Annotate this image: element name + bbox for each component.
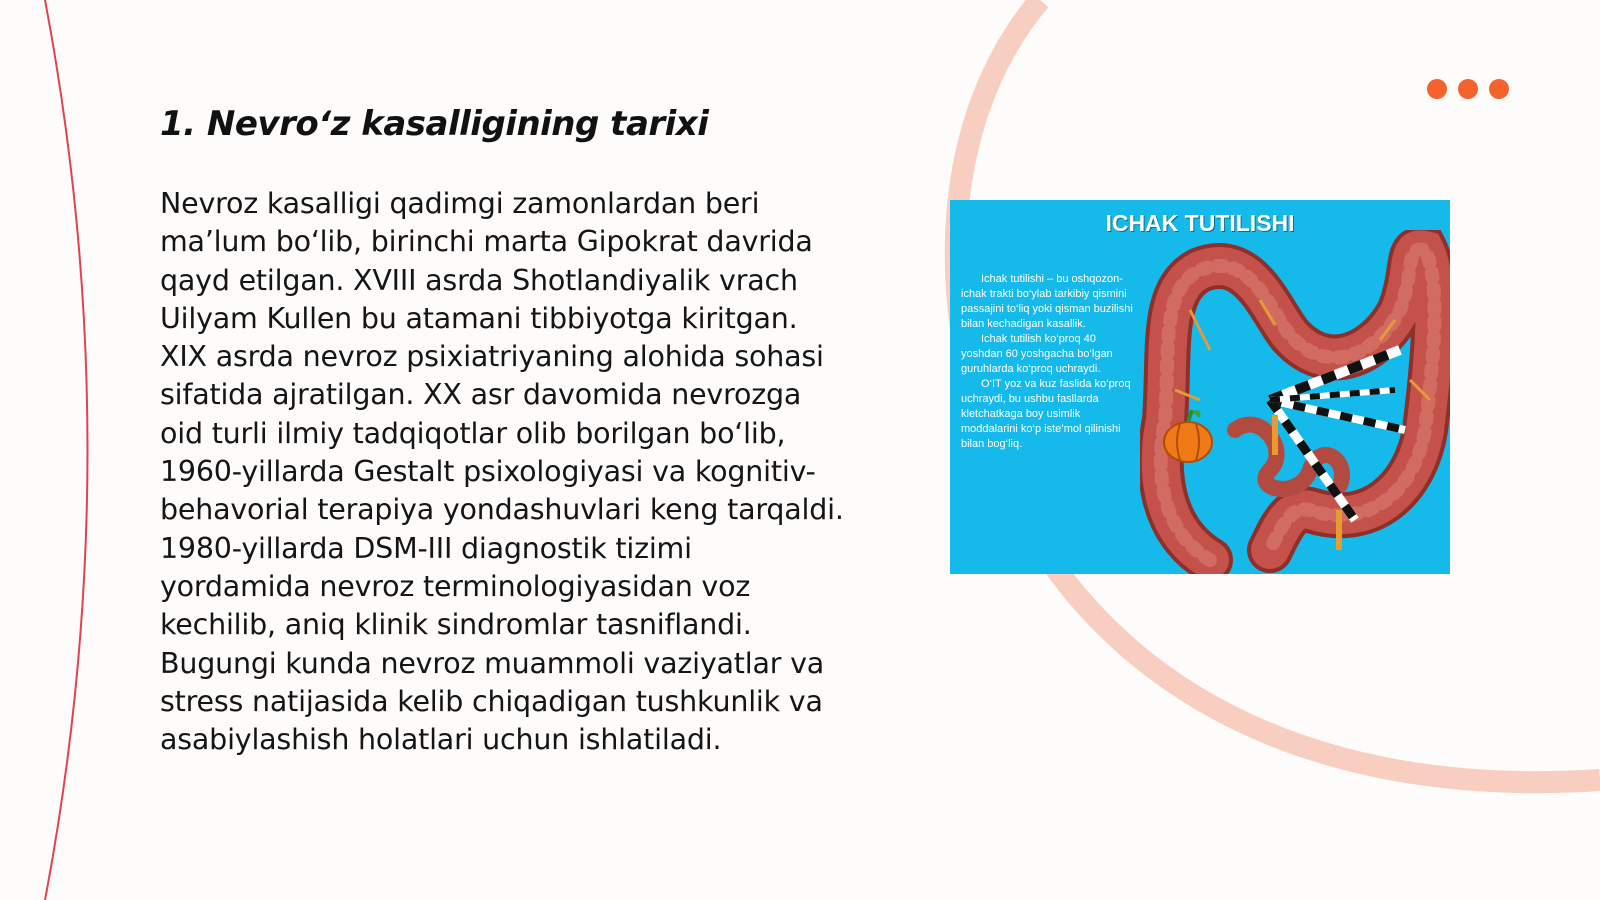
slide-title: 1. Nevro‘z kasalligining tarixi [160, 104, 709, 144]
dot-icon [1489, 79, 1509, 99]
slide-body-text: Nevroz kasalligi qadimgi zamonlardan beri ma’lum bo‘lib, birinchi marta Gipokrat davrida qayd etilgan. XVIII asrda Shotlandiyalik vrach Uilyam Kullen bu atamani tibbiyotga kiritgan. XIX asrda nevroz psixiatriyaning alohida sohasi sifatida ajratilgan. XX asr davomida nevrozga oid turli ilmiy tadqiqotlar olib borilgan bo‘lib, 1960-yillarda Gestalt psixologiyasi va kognitiv-behavorial terapiya yondashuvlari keng tarqaldi. 1980-yillarda DSM-III diagnostik tizimi yordamida nevroz terminologiyasidan voz kechilib, aniq klinik sindromlar tasniflandi. Bugungi kunda nevroz muammoli vaziyatlar va stress natijasida kelib chiqadigan tushkunlik va asabiylashish holatlari uchun ishlatiladi. [160, 187, 844, 757]
figure-paragraph: Ichak tutilish ko‘proq 40 yoshdan 60 yoshgacha bo‘lgan guruhlarda ko‘proq uchraydi. [961, 333, 1113, 375]
dot-icon [1427, 79, 1447, 99]
figure-title: ICHAK TUTILISHI [1105, 210, 1295, 236]
figure-paragraph: O‘IT yoz va kuz faslida ko‘proq uchraydi, bu ushbu fasllarda kletchatkaga boy usimlik moddalarini ko‘p iste’mol qilinishi bilan bog‘liq. [961, 378, 1131, 450]
intestine-figure [950, 200, 1450, 574]
left-curve [45, 0, 88, 900]
three-dots-icon [1427, 79, 1509, 99]
figure-paragraph: Ichak tutilishi – bu oshqozon-ichak trakti bo‘ylab tarkibiy qismini passajini to‘liq yoki qisman buzilishi bilan kechadigan kasallik. [961, 273, 1133, 330]
dot-icon [1458, 79, 1478, 99]
intestine-illustration [1140, 230, 1450, 574]
figure-description [961, 272, 1139, 452]
